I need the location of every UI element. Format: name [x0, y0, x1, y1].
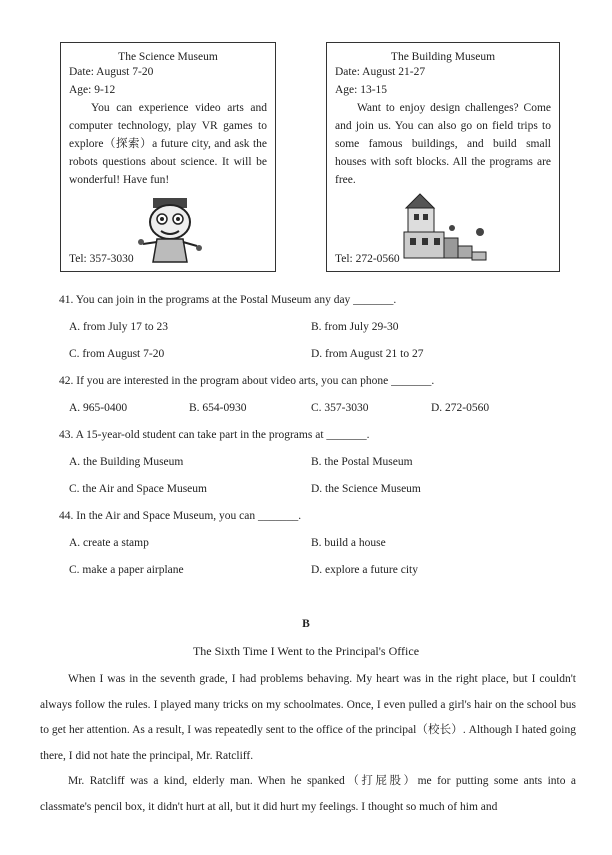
- passage-title: The Sixth Time I Went to the Principal's Office: [192, 644, 420, 658]
- option-d: D. explore a future city: [311, 564, 418, 576]
- house-blocks-icon: [400, 192, 492, 266]
- paragraph: Mr. Ratcliff was a kind, elderly man. When he spanked（打屁股）me for putting some ants into a classmate's pencil box, it didn't hurt at all, but it did hurt my feelings. I thought so much of him and: [40, 775, 576, 813]
- card-tel: Tel: 272-0560: [335, 253, 400, 265]
- option-d: D. from August 21 to 27: [311, 348, 424, 360]
- question-44: 44. In the Air and Space Museum, you can _______.: [59, 510, 302, 522]
- option-b: B. build a house: [311, 537, 386, 549]
- option-c: C. make a paper airplane: [69, 564, 184, 576]
- card-age: Age: 13-15: [335, 84, 388, 96]
- option-a: A. the Building Museum: [69, 456, 184, 468]
- passage-body: [40, 667, 576, 820]
- robot-cartoon-icon: [135, 194, 205, 266]
- option-a: A. from July 17 to 23: [69, 321, 169, 333]
- section-heading: B: [302, 618, 310, 630]
- card-date: Date: August 21-27: [335, 66, 426, 78]
- card-description: You can experience video arts and computer technology, play VR games to explore（探索）a future city, and ask the robots questions about science. It will be wonderful! Have fun!: [69, 102, 267, 186]
- card-title: The Building Museum: [390, 51, 496, 63]
- question-43: 43. A 15-year-old student can take part in the programs at _______.: [59, 429, 370, 441]
- option-b: B. 654-0930: [189, 402, 247, 414]
- option-c: C. the Air and Space Museum: [69, 483, 207, 495]
- option-d: D. the Science Museum: [311, 483, 421, 495]
- card-age: Age: 9-12: [69, 84, 116, 96]
- option-c: C. from August 7-20: [69, 348, 165, 360]
- option-a: A. create a stamp: [69, 537, 149, 549]
- option-c: C. 357-3030: [311, 402, 369, 414]
- paragraph: When I was in the seventh grade, I had problems behaving. My heart was in the right place, but I couldn't always follow the rules. I played many tricks on my schoolmates. Once, I even pulled a girl's hair on the school bus to get her attention. As a result, I was repeatedly sent to the office of the principal（校长）. Although I hated going there, I did not hate the principal, Mr. Ratcliff.: [40, 673, 576, 762]
- card-title: The Science Museum: [118, 51, 218, 63]
- card-description: Want to enjoy design challenges? Come and join us. You can also go on field trips to some famous buildings, and build small houses with soft blocks. All the programs are free.: [335, 102, 551, 186]
- option-a: A. 965-0400: [69, 402, 128, 414]
- card-tel: Tel: 357-3030: [69, 253, 134, 265]
- question-41: 41. You can join in the programs at the Postal Museum any day _______.: [59, 294, 397, 306]
- option-b: B. the Postal Museum: [311, 456, 413, 468]
- card-date: Date: August 7-20: [69, 66, 154, 78]
- option-d: D. 272-0560: [431, 402, 490, 414]
- question-42: 42. If you are interested in the program about video arts, you can phone _______.: [59, 375, 435, 387]
- option-b: B. from July 29-30: [311, 321, 399, 333]
